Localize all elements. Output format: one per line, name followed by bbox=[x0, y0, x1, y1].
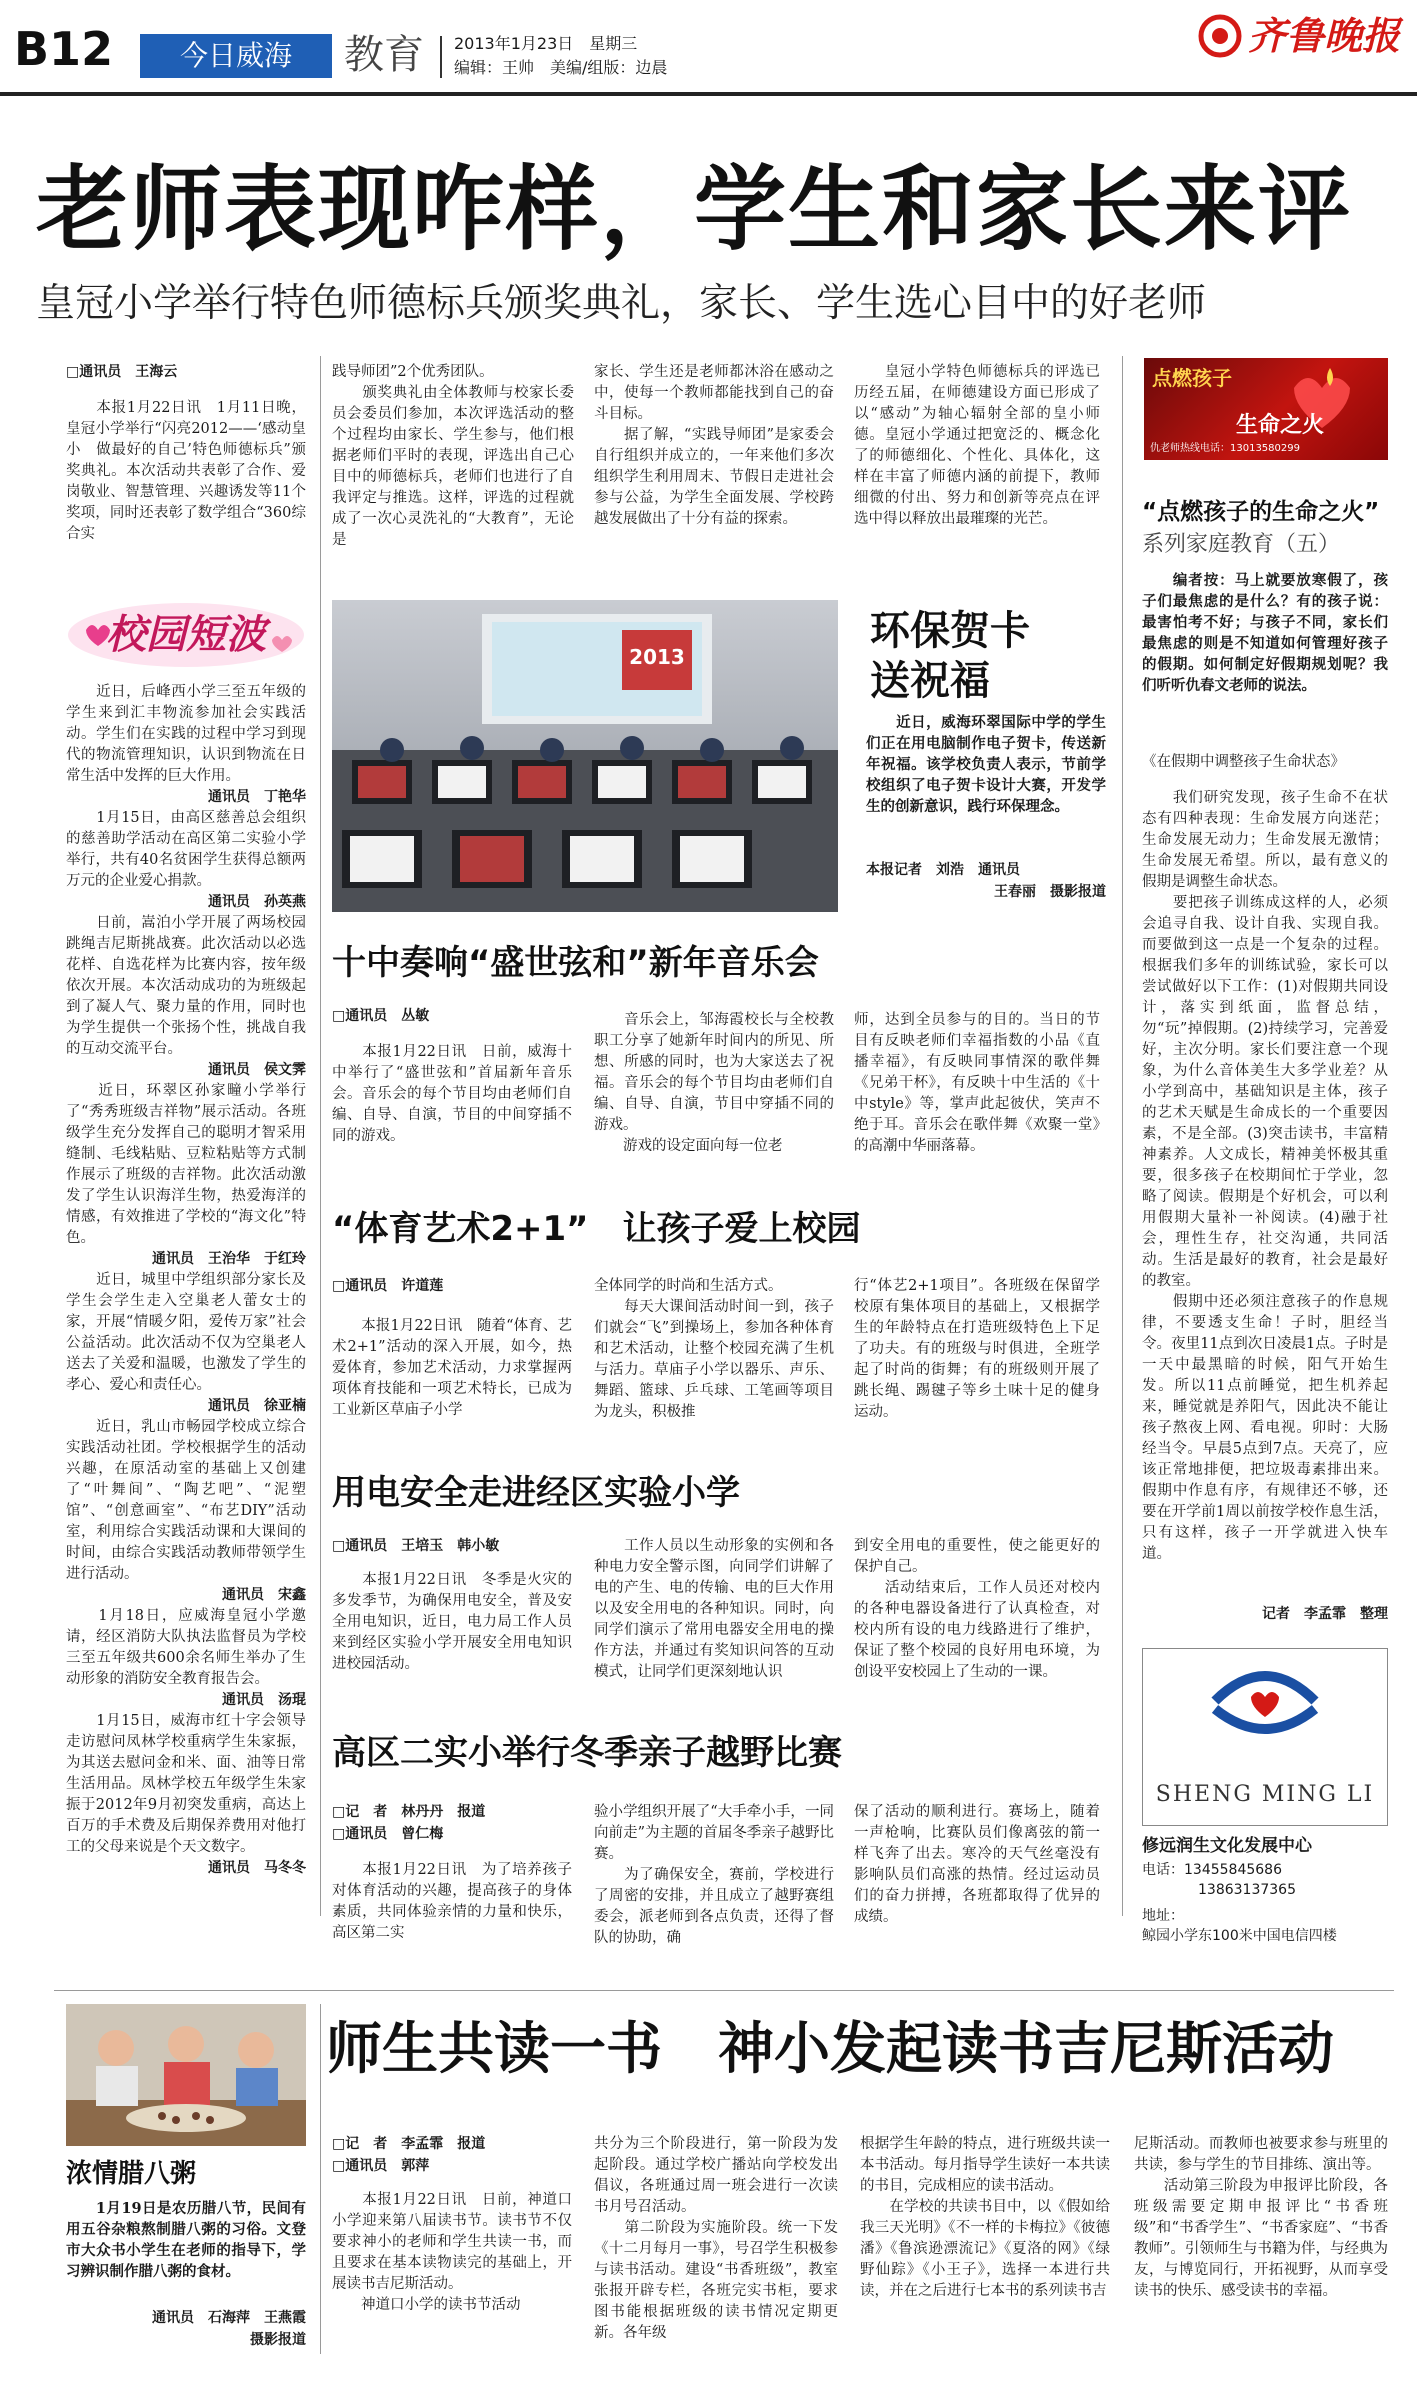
eco-credit-1: 本报记者 刘浩 通讯员 bbox=[866, 862, 1020, 878]
section-tag: 今日威海 bbox=[140, 34, 332, 78]
paper-logo-emblem-icon bbox=[1198, 14, 1242, 58]
list-item: 日前，嵩泊小学开展了两场校园跳绳吉尼斯挑战赛。此次活动以必选花样、自选花样为比赛内容，按年级依次开展。本次活动成功的为班级起到了凝人气、聚力量的作用，同时也为学生提供一个张扬个性，挑战自我的互动交流平台。 通讯员 侯文霁 bbox=[66, 915, 306, 1078]
col-divider-left bbox=[320, 356, 321, 1916]
sports-col-3: 行“体艺2+1项目”。各班级在保留学校原有集体项目的基础上，又根据学生的年龄特点在打造班级特色上下足了功夫。有的班级与时俱进，全班学起了时尚的街舞；有的班级则开展了跳长绳、踢毽子等乡土味十足的健身运动。 bbox=[854, 1278, 1100, 1420]
col-divider-bottom bbox=[320, 2004, 321, 2354]
editor-credits: 编辑：王帅 美编/组版：边晨 bbox=[454, 58, 668, 77]
sports-col-1: 本报1月22日讯 随着“体育、艺术2+1”活动的深入开展，如今，热爱体育，参加艺术活动，力求掌握两项体育技能和一项艺术特长，已成为工业新区草庙子小学 bbox=[332, 1318, 572, 1418]
masthead-rule bbox=[0, 92, 1417, 96]
ad-line-2: 生命之火 bbox=[1236, 413, 1325, 438]
masthead bbox=[0, 0, 1417, 92]
list-item: 1月15日，威海市红十字会领导走访慰问凤林学校重病学生朱家振，为其送去慰问金和米、面、油等日常生活用品。凤林学校五年级学生朱家振于2012年9月初突发重病，高达上百万的手术费及后期保养费用对他打工的父母来说是个天文数字。 通讯员 马冬冬 bbox=[66, 1713, 306, 1876]
eco-headline-line-1: 环保贺卡 bbox=[870, 608, 1030, 654]
concert-byline: □通讯员 丛敏 bbox=[332, 1008, 430, 1024]
page-number: B12 bbox=[14, 22, 114, 76]
list-item: 近日，乳山市畅园学校成立综合实践活动社团。学校根据学生的活动兴趣，在原活动室的基础上又创建了“叶舞间”、“陶艺吧”、“泥塑馆”、“创意画室”、“布艺DIY”活动室，利用综合实践活动课和大课间的时间，由综合实践活动教师带领学生进行活动。 通讯员 宋鑫 bbox=[66, 1419, 306, 1603]
photo-screen-text: 2013 bbox=[629, 645, 685, 669]
campus-list bbox=[66, 682, 306, 1984]
ad-logo-text: SHENG MING LI bbox=[1155, 1782, 1375, 1807]
safety-col-2: 工作人员以生动形象的实例和各种电力安全警示图，向同学们讲解了电的产生、电的传输、电的巨大作用以及安全用电的各种知识。同时，向同学们演示了常用电器安全用电的操作方法，并通过有奖知识问答的互动模式，让同学们更深刻地认识 bbox=[594, 1538, 834, 1680]
issue-date: 2013年1月23日 星期三 bbox=[454, 34, 638, 53]
ad-addr-label: 地址： bbox=[1142, 1908, 1184, 1924]
children-cooking-photo bbox=[66, 2004, 306, 2146]
reading-headline: 师生共读一书 神小发起读书吉尼斯活动 bbox=[326, 2017, 1334, 2082]
list-item: 1月18日，应威海皇冠小学邀请，经区消防大队执法监督员为学校三至五年级共600余名师生举办了生动形象的消防安全教育报告会。 通讯员 汤琨 bbox=[66, 1608, 306, 1708]
col-divider-right bbox=[1122, 356, 1123, 1916]
eco-card-photo bbox=[332, 600, 838, 912]
labaz-body: 1月19日是农历腊八节，民间有用五谷杂粮熬制腊八粥的习俗。文登市大众书小学生在老师的指导下，学习辨识制作腊八粥的食材。 bbox=[66, 2200, 306, 2280]
family-ad-banner bbox=[1144, 358, 1388, 460]
ad-line-1: 点燃孩子 bbox=[1152, 366, 1232, 390]
sports-col-2: 全体同学的时尚和生活方式。 每天大课间活动时间一到，孩子们就会“飞”到操场上，参加各种体育和艺术活动，让整个校园充满了生机与活力。草庙子小学以器乐、声乐、舞蹈、篮球、乒乓球、工笔画等项目为龙头，积极推 bbox=[594, 1278, 834, 1420]
crosscountry-byline-2: □通讯员 曾仁梅 bbox=[332, 1826, 444, 1842]
reading-col-3: 根据学生年龄的特点，进行班级共读一本书活动。每月指导学生读好一本共读的书目，完成相应的读书活动。 在学校的共读书目中，以《假如给我三天光明》《不一样的卡梅拉》《彼德潘》《鲁滨逊漂流记》《夏洛的网》《绿野仙踪》《小王子》，选择一本进行共读，并在之后进行七本书的系列读书吉 bbox=[860, 2136, 1110, 2299]
reading-col-1: 本报1月22日讯 日前，神道口小学迎来第八届读书节。读书节不仅要求神小的老师和学生共读一书，而且要求在基本读物读完的基础上，开展读书吉尼斯活动。 神道口小学的读书节活动 bbox=[332, 2192, 572, 2313]
concert-headline: 十中奏响“盛世弦和”新年音乐会 bbox=[332, 943, 819, 983]
ad-box bbox=[1142, 1648, 1388, 1826]
masthead-divider bbox=[440, 36, 442, 78]
ad-phone: 仇老师热线电话：13013580299 bbox=[1150, 443, 1300, 454]
safety-byline: □通讯员 王培玉 韩小敏 bbox=[332, 1538, 500, 1554]
ad-tel-row-2: 13863137365 bbox=[1198, 1882, 1296, 1898]
labaz-photo bbox=[66, 2004, 306, 2146]
safety-col-1: 本报1月22日讯 冬季是火灾的多发季节，为确保用电安全，普及安全用电知识，近日，电力局工作人员来到经区实验小学开展安全用电知识进校园活动。 bbox=[332, 1572, 572, 1672]
computer-lab-photo bbox=[332, 600, 838, 912]
lead-headline: 老师表现咋样，学生和家长来评 bbox=[36, 156, 1353, 263]
concert-col-1: 本报1月22日讯 日前，威海十中举行了“盛世弦和”首届新年音乐会。音乐会的每个节目均由老师们自编、自导、自演，节目的中间穿插不同的游戏。 bbox=[332, 1044, 572, 1144]
ad-tel-row: 电话：13455845686 bbox=[1142, 1862, 1282, 1878]
labaz-title: 浓情腊八粥 bbox=[66, 2159, 197, 2189]
ad-company: 修远润生文化发展中心 bbox=[1142, 1836, 1312, 1856]
lead-subhead: 皇冠小学举行特色师德标兵颁奖典礼，家长、学生选心目中的好老师 bbox=[36, 281, 1207, 326]
ad-addr: 鲸园小学东100米中国电信四楼 bbox=[1142, 1928, 1337, 1944]
reading-byline-1: □记 者 李孟霏 报道 bbox=[332, 2136, 486, 2152]
lead-col-1: 本报1月22日讯 1月11日晚，皇冠小学举行“闪亮2012——‘感动皇小 做最好的自己’特色师德标兵”颁奖典礼。本次活动共表彰了合作、爱岗敬业、智慧管理、兴趣诱发等11个奖项，同时还表彰了数学组合“360综合实 bbox=[66, 400, 306, 542]
reading-col-2: 共分为三个阶段进行，第一阶段为发起阶段。通过学校广播站向学校发出倡议，各班通过周一班会进行一次读书月号召活动。 第二阶段为实施阶段。统一下发《十二月每月一事》，号召学生积极参与读书活动。建设“书香班级”，教室张报开辟专栏，各班完实书柜，要求图书能根据班级的读书情况定期更新。各年级 bbox=[594, 2136, 838, 2341]
family-editor-note: 编者按：马上就要放寒假了，孩子们最焦虑的是什么？有的孩子说：最害怕考不好；与孩子不同，家长们最焦虑的则是不知道如何管理好孩子的假期。如何制定好假期规划呢？我们听听仇春文老师的说法。 bbox=[1142, 572, 1388, 694]
lead-col-3: 家长、学生还是老师都沐浴在感动之中，使每一个教师都能找到自己的奋斗目标。 据了解，“实践导师团”是家委会自行组织并成立的，一年来他们多次组织学生利用周末、节假日走进社会参与公益，为学生全面发展、学校跨越发展做出了十分有益的探索。 bbox=[594, 364, 834, 527]
crosscountry-col-3: 保了活动的顺利进行。赛场上，随着一声枪响，比赛队员们像离弦的箭一样飞奔了出去。寒冷的天气丝毫没有影响队员们高涨的热情。经过运动员们的奋力拼搏，各班都取得了优异的成绩。 bbox=[854, 1804, 1100, 1925]
concert-col-3: 师，达到全员参与的目的。当日的节目有反映老师们幸福指数的小品《直播幸福》，有反映同事情深的歌伴舞《兄弟干杯》，有反映十中生活的《十中style》等，掌声此起彼伏，笑声不绝于耳。音乐会在歌伴舞《欢聚一堂》的高潮中华丽落幕。 bbox=[854, 1012, 1100, 1154]
family-body: 我们研究发现，孩子生命不在状态有四种表现：生命发展方向迷茫；生命发展无动力；生命发展无激情；生命发展无希望。所以，最有意义的假期是调整生命状态。 要把孩子训练成这样的人，必须会追寻自我、设计自我、实现自我。而要做到这一点是一个复杂的过程。根据我们多年的训练试验，家长可以尝试做好以下工作：(1)对假期共同设计，落实到纸面，监督总结，勿“玩”掉假期。(2)持续学习，完善爱好，主次分明。家长们要注意一个现象，为什么音体美生大多学业差？从小学到高中，基础知识是主体，孩子的艺术天赋是生命成长的一个重要因素，不是全部。(3)突击读书，丰富精神素养。人文成长，精神美怀极其重要，很多孩子在校期间忙于学业，忽略了阅读。假期是个好机会，可以利用假期大量补一补阅读。(4)融于社会，理性生存，社交沟通，共同活动。生活是最好的教育，社会是最好的教室。 假期中还必须注意孩子的作息规律，不要透支生命！子时，胆经当令。夜里11点到次日凌晨1点。子时是一天中最黑暗的时候，阳气开始生发。所以11点前睡觉，把生机养起来，睡觉就是养阳气，因此决不能让孩子熬夜上网、看电视。卯时：大肠经当令。早晨5点到7点。天亮了，应该正常地排便，把垃圾毒素排出来。假期中作息有序，有规律还不够，还要在开学前1周以前按学校作息生活，只有这样，孩子一开学就进入快车道。 bbox=[1142, 790, 1388, 1562]
labaz-credit-2: 摄影报道 bbox=[250, 2332, 306, 2348]
shengmingli-logo-icon bbox=[1205, 1661, 1325, 1747]
list-item: 近日，后峰西小学三至五年级的学生来到汇丰物流参加社会实践活动。学生们在实践的过程中学习到现代的物流管理知识，认识到物流在日常生活中发挥的巨大作用。 通讯员 丁艳华 bbox=[66, 684, 306, 805]
eco-headline-line-2: 送祝福 bbox=[870, 658, 990, 704]
paper-logo bbox=[1198, 8, 1408, 62]
lead-col-4: 皇冠小学特色师德标兵的评选已历经五届，在师德建设方面已形成了以“感动”为轴心辐射全部的皇小师德。皇冠小学通过把宽泛的、概念化了的师德细化、个性化、具体化，这样在丰富了师德内涵的前提下，教师细微的付出、努力和创新等亮点在评选中得以释放出最璀璨的光芒。 bbox=[854, 364, 1100, 527]
crosscountry-byline-1: □记 者 林丹丹 报道 bbox=[332, 1804, 486, 1820]
bottom-section-rule bbox=[54, 1990, 1394, 1991]
reading-byline-2: □通讯员 郭萍 bbox=[332, 2158, 430, 2174]
section-name: 教育 bbox=[344, 32, 424, 78]
list-item: 1月15日，由高区慈善总会组织的慈善助学活动在高区第二实验小学举行，共有40名贫困学生获得总额两万元的企业爱心捐款。 通讯员 孙英燕 bbox=[66, 810, 306, 910]
list-item: 近日，环翠区孙家疃小学举行了“秀秀班级吉祥物”展示活动。各班级学生充分发挥自己的聪明才智采用缝制、毛线粘贴、豆粒粘贴等方式制作展示了班级的吉祥物。此次活动激发了学生认识海洋生物，热爱海洋的情感，有效推进了学校的“海文化”特色。 通讯员 王治华 于红玲 bbox=[66, 1083, 306, 1267]
ad-contact bbox=[1142, 1860, 1388, 1946]
family-subtitle: 系列家庭教育（五） bbox=[1142, 532, 1341, 557]
crosscountry-col-1: 本报1月22日讯 为了培养孩子对体育活动的兴趣，提高孩子的身体素质，共同体验亲情的力量和快乐，高区第二实 bbox=[332, 1862, 572, 1941]
eco-body: 近日，威海环翠国际中学的学生们正在用电脑制作电子贺卡，传送新年祝福。该学校负责人表示，节前学校组织了电子贺卡设计大赛，开发学生的创新意识，践行环保理念。 bbox=[866, 714, 1106, 815]
family-title: “点燃孩子的生命之火” bbox=[1142, 499, 1380, 525]
crosscountry-col-2: 验小学组织开展了“大手牵小手，一同向前走”为主题的首届冬季亲子越野比赛。 为了确保安全，赛前，学校进行了周密的安排，并且成立了越野赛组委会，派老师到各点负责，还得了督队的协助，确 bbox=[594, 1804, 834, 1946]
crosscountry-headline: 高区二实小举行冬季亲子越野比赛 bbox=[332, 1733, 842, 1773]
eco-credit-2: 王春丽 摄影报道 bbox=[994, 884, 1106, 900]
lead-col-2: 践导师团”2个优秀团队。 颁奖典礼由全体教师与校家长委员会委员们参加，本次评选活动的整个过程均由家长、学生参与，他们根据老师们平时的表现，评选出自己心目中的师德标兵，老师们也进行了自我评定与推选。这样，评选的过程就成了一次心灵洗礼的“大教育”，无论是 bbox=[332, 364, 574, 548]
safety-headline: 用电安全走进经区实验小学 bbox=[332, 1473, 740, 1513]
safety-col-3: 到安全用电的重要性，使之能更好的保护自己。 活动结束后，工作人员还对校内的各种电器设备进行了认真检查，对校内所有设的电力线路进行了维护，保证了整个校园的良好用电环境，为创设平安校园上了生动的一课。 bbox=[854, 1538, 1100, 1680]
reading-col-4: 尼斯活动。而教师也被要求参与班里的共读，参与学生的节目排练、演出等。 活动第三阶段为申报评比阶段，各班级需要定期申报评比“书香班级”和“书香学生”、“书香家庭”、“书香教师”。引领师生与书籍为伴，与经典为友，与博览同行，开拓视野，从而享受读书的快乐、感受读书的幸福。 bbox=[1134, 2136, 1388, 2299]
labaz-credit-1: 通讯员 石海萍 王燕霞 bbox=[152, 2310, 306, 2326]
campus-title: 校园短波 bbox=[106, 611, 266, 658]
sports-headline: “体育艺术2+1” 让孩子爱上校园 bbox=[332, 1209, 861, 1249]
family-credit: 记者 李孟霏 整理 bbox=[1262, 1606, 1388, 1622]
sports-byline: □通讯员 许道莲 bbox=[332, 1278, 444, 1294]
campus-title-badge bbox=[66, 600, 306, 670]
list-item: 近日，城里中学组织部分家长及学生会学生走入空巢老人蕾女士的家，开展“情暖夕阳，爱传万家”社会公益活动。此次活动不仅为空巢老人送去了关爱和温暖，也激发了学生的孝心、爱心和责任心。 通讯员 徐亚楠 bbox=[66, 1272, 306, 1414]
lead-byline: □通讯员 王海云 bbox=[66, 364, 178, 380]
paper-name: 齐鲁晚报 bbox=[1248, 13, 1401, 58]
family-section-title: 《在假期中调整孩子生命状态》 bbox=[1142, 754, 1345, 770]
concert-col-2: 音乐会上，邹海霞校长与全校教职工分享了她新年时间内的所见、所想、所感的同时，也为大家送去了祝福。音乐会的每个节目均由老师们自编、自导、自演，节目中穿插不同的游戏。 游戏的设定面向每一位老 bbox=[594, 1012, 834, 1154]
